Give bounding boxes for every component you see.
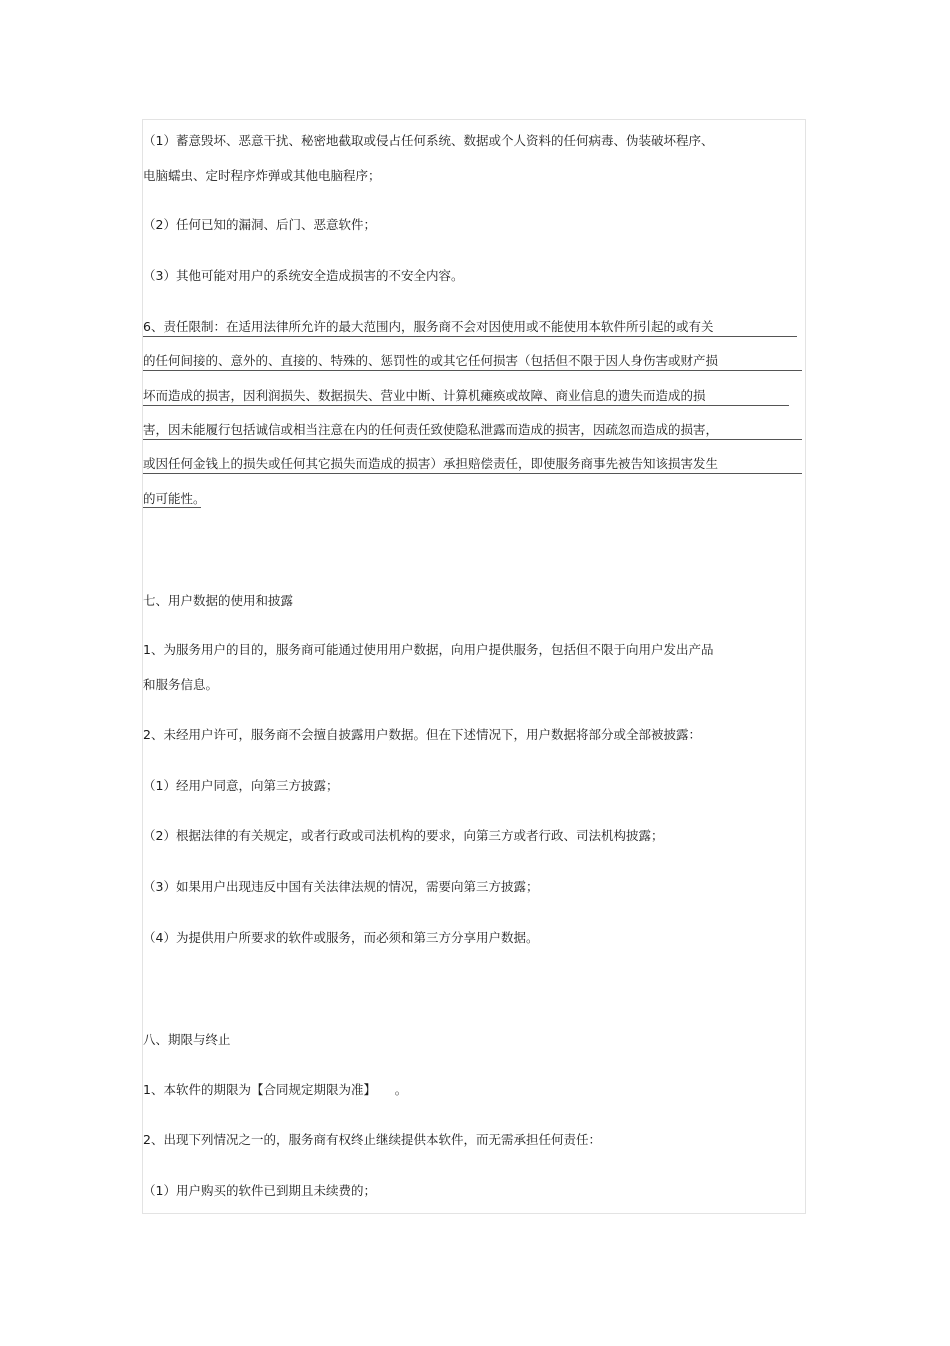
section-8-item-1: （1）用户购买的软件已到期且未续费的； [143, 1183, 376, 1198]
liability-line-4: 害，因未能履行包括诚信或相当注意在内的任何责任致使隐私泄露而造成的损害，因疏忽而造成的损害， [143, 422, 719, 437]
security-item-3: （3）其他可能对用户的系统安全造成损害的不安全内容。 [143, 268, 464, 283]
underline [143, 405, 789, 406]
security-item-1-line-2: 电脑蠕虫、定时程序炸弹或其他电脑程序； [143, 168, 381, 183]
underline [143, 507, 201, 508]
section-7-item-3: （3）如果用户出现违反中国有关法律法规的情况，需要向第三方披露； [143, 879, 539, 894]
section-7-item-1: （1）经用户同意，向第三方披露； [143, 778, 339, 793]
section-7-p1-line-1: 1、为服务用户的目的，服务商可能通过使用用户数据，向用户提供服务，包括但不限于向用户发出产品 [143, 642, 714, 657]
liability-line-1: 6、责任限制：在适用法律所允许的最大范围内，服务商不会对因使用或不能使用本软件所引起的或有关 [143, 319, 714, 334]
security-item-1-line-1: （1）蓄意毁坏、恶意干扰、秘密地截取或侵占任何系统、数据或个人资料的任何病毒、伪装破坏程序、 [143, 133, 714, 148]
section-7-p1-line-2: 和服务信息。 [143, 677, 219, 692]
section-8-p1: 1、本软件的期限为【合同规定期限为准】 。 [143, 1082, 408, 1097]
underline [143, 370, 802, 371]
section-7-item-4: （4）为提供用户所要求的软件或服务，而必须和第三方分享用户数据。 [143, 930, 539, 945]
section-7-p2: 2、未经用户许可，服务商不会擅自披露用户数据。但在下述情况下，用户数据将部分或全部被披露： [143, 727, 701, 742]
liability-line-2: 的任何间接的、意外的、直接的、特殊的、惩罚性的或其它任何损害（包括但不限于因人身伤害或财产损 [143, 353, 719, 368]
section-7-item-2: （2）根据法律的有关规定，或者行政或司法机构的要求，向第三方或者行政、司法机构披露； [143, 828, 664, 843]
section-8-heading: 八、期限与终止 [143, 1032, 231, 1047]
liability-line-3: 坏而造成的损害，因利润损失、数据损失、营业中断、计算机瘫痪或故障、商业信息的遗失而造成的损 [143, 388, 706, 403]
liability-line-6: 的可能性。 [143, 491, 206, 506]
liability-line-5: 或因任何金钱上的损失或任何其它损失而造成的损害）承担赔偿责任，即使服务商事先被告知该损害发生 [143, 456, 719, 471]
section-8-p2: 2、出现下列情况之一的，服务商有权终止继续提供本软件，而无需承担任何责任： [143, 1132, 601, 1147]
underline [143, 439, 802, 440]
underline [143, 473, 802, 474]
security-item-2: （2）任何已知的漏洞、后门、恶意软件； [143, 217, 376, 232]
section-7-heading: 七、用户数据的使用和披露 [143, 593, 294, 608]
underline [143, 336, 797, 337]
